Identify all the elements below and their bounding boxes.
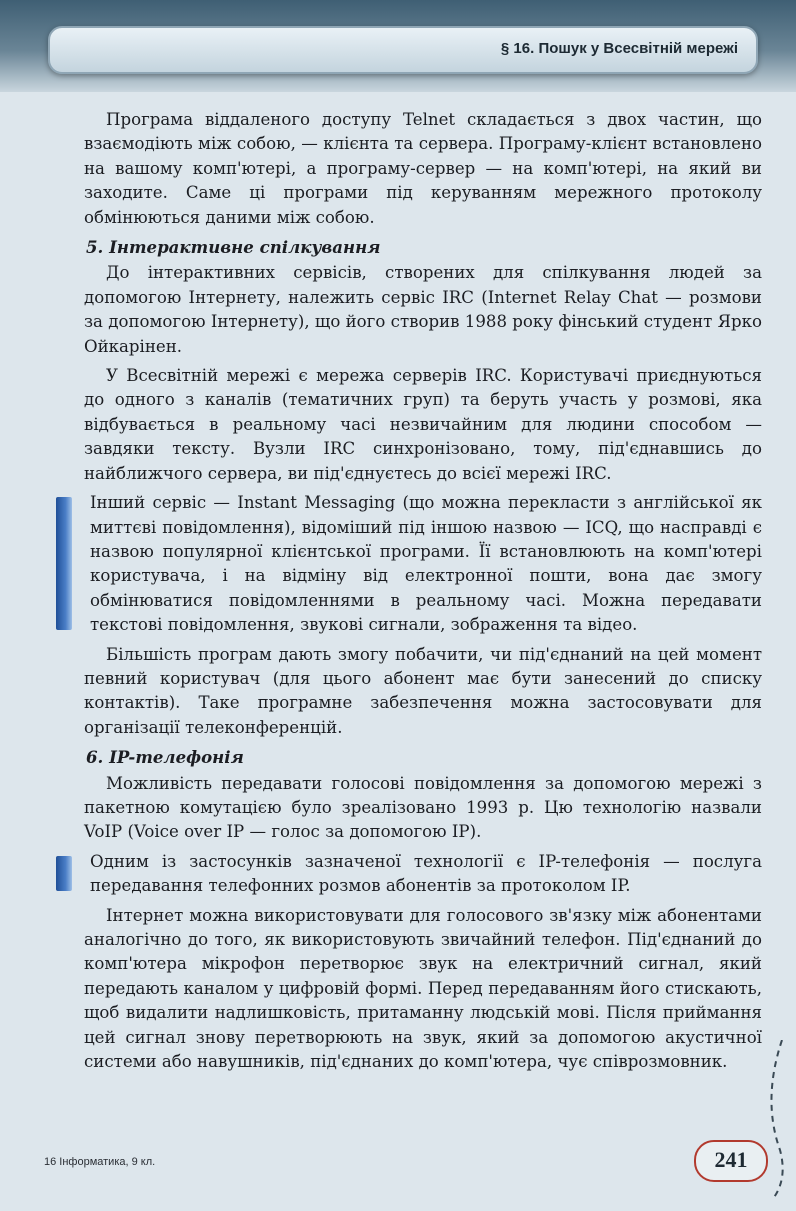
heading-ip-telephony: 6. IP-телефонія — [86, 747, 244, 768]
paragraph-voip: Можливість передавати голосові повідомлення за допомогою мережі з пакетною комутацією було зреалізовано 1993 р. Цю технологію назвали VoIP (Voice over IP — голос за допомогою IP). — [84, 773, 762, 842]
paragraph-contacts: Більшість програм дають змогу побачити, чи під'єднаний на цей момент певний користувач (для цього абонент має бути занесений до списку контактів). Таке програмне забезпечення можна застосовувати для організації телеконференцій. — [84, 644, 762, 737]
side-marker-bar — [56, 856, 72, 891]
page-body — [84, 108, 762, 1079]
paragraph-ip-telephony-definition: Одним із застосунків зазначеної технології є IP-телефонія — послуга передавання телефонних розмов абонентів за протоколом IP. — [90, 851, 762, 896]
page-number: 241 — [694, 1140, 768, 1182]
highlight-box-instant-messaging — [84, 491, 762, 637]
running-header — [48, 26, 758, 74]
side-marker-bar — [56, 497, 72, 629]
paragraph-telnet: Програма віддаленого доступу Telnet складається з двох частин, що взаємодіють між собою, — клієнта та сервера. Програму-клієнт встановлено на вашому комп'ютері, а програму-сервер — на комп'ютері, на який ви заходите. Саме ці програми під керуванням мережного протоколу обмінюються даними між собою. — [84, 110, 762, 227]
highlight-box-ip-telephony — [84, 850, 762, 899]
decorative-curve-icon — [752, 1040, 792, 1200]
heading-interactive-chat: 5. Інтерактивне спілкування — [86, 237, 381, 258]
paragraph-instant-messaging: Інший сервіс — Instant Messaging (що можна перекласти з англійської як миттєві повідомлення), відоміший під іншою назвою — ICQ, що насправді є назвою популярної клієнтської програми. Її встановлюють на комп'ютері користувача, і на відміну від електронної пошти, вона дає змогу обмінюватися повідомленнями в реальному часі. Можна передавати текстові повідомлення, звукові сигнали, зображення та відео. — [90, 493, 762, 635]
paragraph-voice-transmission: Інтернет можна використовувати для голосового зв'язку між абонентами аналогічно до того, як використовують звичайний телефон. Під'єднаний до комп'ютера мікрофон перетворює звук на електричний сигнал, який передають каналом у цифровій формі. Перед передаванням його стискають, щоб видалити надлишковість, притаманну людській мові. Після приймання цей сигнал знову перетворюють на звук, який за допомогою акустичної системи або навушників, під'єднаних до комп'ютера, чує співрозмовник. — [84, 905, 762, 1072]
paragraph-irc-intro: До інтерактивних сервісів, створених для спілкування людей за допомогою Інтернету, належить сервіс IRC (Internet Relay Chat — розмови за допомогою Інтернету), що його створив 1988 року фінський студент Ярко Ойкарінен. — [84, 263, 762, 356]
section-title: § 16. Пошук у Всесвітній мережі — [500, 40, 738, 57]
footer-note: 16 Інформатика, 9 кл. — [44, 1156, 156, 1168]
paragraph-irc-network: У Всесвітній мережі є мережа серверів IRC. Користувачі приєднуються до одного з каналів (тематичних груп) та беруть участь у розмові, яка відбувається в реальному часі незвичайним для людини способом — завдяки тексту. Вузли IRC синхронізовано, тому, під'єднавшись до найближчого сервера, ви під'єднуєтесь до всієї мережі IRC. — [84, 366, 762, 483]
